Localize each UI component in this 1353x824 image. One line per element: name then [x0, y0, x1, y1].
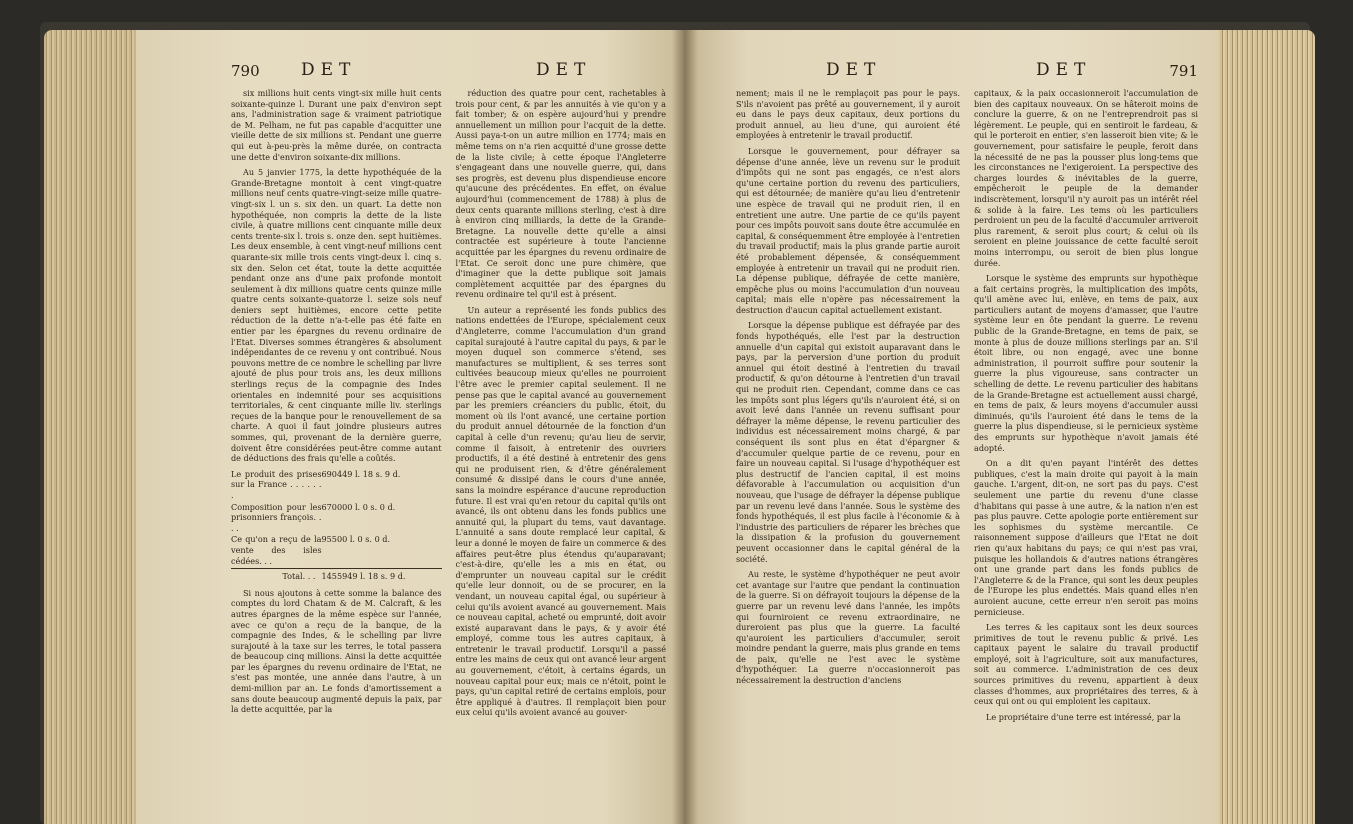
paragraph: Lorsque le gouvernement, pour défrayer sa dépense d'une année, lève un revenu sur le produit d'impôts qui ne sont pas engagés, ce n'est alors qu'une certaine portion du revenu des particuliers, qui est détournée; de manière qu'au lieu d'entretenir une espèce de travail qui ne produit rien, il en entretient une autre. Une partie de ce qu'ils payent pour ces impôts pouvoit sans doute être accumulée en capital, & conséquemment être employée à l'entretien du travail productif; mais la plus grande partie auroit été probablement dépensée, & conséquemment employée à entretenir un travail qui ne produit rien. La dépense publique, défrayée de cette manière, empêche plus ou moins l'accumulation d'un nouveau capital; mais elle n'opère pas nécessairement la destruction d'aucun capital actuellement existant. — [736, 145, 960, 315]
right-page-column-1 — [736, 88, 960, 727]
right-running-head — [736, 60, 1198, 82]
left-running-head — [231, 60, 666, 82]
right-head-word-2: DET — [1036, 60, 1092, 80]
right-page-edges — [1215, 30, 1315, 824]
paragraph: On a dit qu'en payant l'intérêt des dettes publiques, c'est la main droite qui payoit à la main gauche. L'argent, dit-on, ne sort pas du pays. C'est seulement une partie du revenu d'une classe d'habitans qui passe à une autre, & la nation n'en est pas plus pauvre. Cette apologie porte entièrement sur les sophismes du système mercantile. Ce raisonnement suppose d'ailleurs que l'Etat ne doit rien qu'aux habitans du pays; ce qui n'est pas vrai, puisque les hollandois & d'autres nations étrangères ont une grande part dans les fonds publics de l'Angleterre & de la France, qui sont les deux peuples de l'Europe les plus endettés. Mais quand elles n'en auroient aucune, cette erreur n'en seroit pas moins pernicieuse. — [974, 458, 1198, 617]
paragraph: Lorsque la dépense publique est défrayée par des fonds hypothéqués, elle l'est par la destruction annuelle d'un capital qui existoit auparavant dans le pays, par la perversion d'une portion du produit annuel qui étoit destiné à l'entretien du travail productif, & qu'on détourne à l'entretien d'un travail qui ne produit rien. Cependant, comme dans ce cas les impôts sont plus légers qu'ils n'auroient été, si on avoit levé dans l'année un revenu suffisant pour défrayer la même dépense, le revenu particulier des individus est nécessairement moins chargé, & par conséquent ils sont plus en état d'épargner & d'accumuler quelque partie de ce revenu, pour en faire un nouveau capital. Si l'usage d'hypothéquer est plus destructif de l'ancien capital, il est moins défavorable à l'accumulation ou acquisition d'un nouveau, que l'usage de défrayer la dépense publique par un revenu levé dans l'année. Sous le système des fonds hypothéqués, il est plus facile à l'économie & à l'industrie des particuliers de réparer les brèches que la dissipation & la profusion du gouvernement peuvent occasionner dans le capital général de la société. — [736, 320, 960, 564]
left-page — [136, 30, 684, 824]
prize-table — [231, 469, 442, 582]
left-page-column-1 — [231, 88, 442, 723]
left-page-column-2 — [456, 88, 667, 723]
paragraph: Si nous ajoutons à cette somme la balance des comptes du lord Chatam & de M. Calcraft, & les autres épargnes de la même espèce sur l'année, avec ce qu'on a reçu de la banque, de la compagnie des Indes, & le schelling par livre surajouté à la taxe sur les terres, le total passera de beaucoup cinq millions. Ainsi la dette acquittée par les épargnes du revenu ordinaire de l'Etat, ne s'est pas montée, une année dans l'autre, à un demi-million par an. Le fonds d'amortissement a sans doute beaucoup augmenté depuis la paix, par la dette acquittée, par la — [231, 587, 442, 715]
paragraph: nement; mais il ne le remplaçoit pas pour le pays. S'ils n'avoient pas prêté au gouvernement, il y auroit eu dans le pays deux capitaux, deux portions du produit annuel, au lieu d'une, qui auroient été employées à entretenir le travail productif. — [736, 88, 960, 141]
left-head-word-2: DET — [536, 60, 592, 80]
paragraph: six millions huit cents vingt-six mille huit cents soixante-quinze l. Durant une paix d'environ sept ans, l'administration sage & vraiment patriotique de M. Pelham, ne fut pas capable d'acquitter une vieille dette de six millions st. Pendant une guerre qui eut à-peu-près la même durée, on contracta une dette d'environ soixante-dix millions. — [231, 88, 442, 162]
paragraph: Au reste, le système d'hypothéquer ne peut avoir cet avantage sur l'autre que pendant la continuation de la guerre. Si on défrayoit toujours la dépense de la guerre par un revenu levé dans l'année, les impôts qui fourniroient ce revenu extraordinaire, ne dureroient pas plus que la guerre. La faculté qu'auroient les particuliers d'accumuler, seroit moindre pendant la guerre, mais plus grande en tems de paix, qu'elle ne l'est avec le système d'hypothéquer. La guerre n'occasionneroit pas nécessairement la destruction d'anciens — [736, 569, 960, 686]
right-page — [684, 30, 1218, 824]
table-total-row: Total. . . 1455949 l. 18 s. 9 d. — [231, 568, 442, 582]
right-page-number: 791 — [1169, 62, 1198, 80]
paragraph: réduction des quatre pour cent, rachetables à trois pour cent, & par les annuités à vie qu'on y a fait tomber; & on espère aujourd'hui y prendre annuellement un million pour l'acquit de la dette. Aussi paya-t-on un autre million en 1774; mais en même tems on n'a rien acquitté d'une grosse dette de la liste civile; à cette époque l'Angleterre s'engageant dans une nouvelle guerre, qui, dans ses progrès, est devenu plus dispendieuse encore qu'aucune des précédentes. En effet, on évalue aujourd'hui (commencement de 1788) à plus de deux cents quarante millions sterling, c'est à dire à environ cinq milliards, la dette de la Grande-Bretagne. La nouvelle dette qu'elle a ainsi contractée est supérieure à toute l'ancienne acquittée par les épargnes du revenu ordinaire de l'Etat. Ce seroit donc une pure chimère, que d'imaginer que la dette publique soit jamais complètement acquittée par des épargnes du revenu ordinaire tel qu'il est à présent. — [455, 88, 666, 300]
paragraph: capitaux, & la paix occasionneroit l'accumulation de bien des capitaux nouveaux. On se hâteroit moins de conclure la guerre, & on ne l'entreprendroit pas si légèrement. Le peuple, qui en sentiroit le fardeau, & qui le porteroit en entier, s'en lasseroit bien vite; & le gouvernement, pour satisfaire le peuple, feroit dans la nécessité de ne pas la pousser plus long-tems que les circonstances ne l'exigeroient. La perspective des charges lourdes & inévitables de la guerre, empêcheroit le peuple de la demander indiscrètement, lorsqu'il n'y auroit pas un intérêt réel & solide à la faire. Les tems où les particuliers perdroient un peu de la faculté d'accumuler arriveroit plus rarement, & seroit plus court; & celui où ils seroient en pleine jouissance de cette faculté seroit moins interrompu, ou seroit de bien plus longue durée. — [974, 88, 1198, 268]
paragraph: Le propriétaire d'une terre est intéressé, par la — [986, 711, 1181, 722]
book-gutter — [672, 30, 698, 824]
left-page-edges — [44, 30, 139, 824]
right-page-column-2 — [974, 88, 1198, 727]
paragraph: Lorsque le système des emprunts sur hypothèque a fait certains progrès, la multiplication des impôts, qu'il amène avec lui, enlève, en tems de paix, aux particuliers autant de moyens d'amasser, que l'autre système leur en ôte pendant la guerre. Le revenu public de la Grande-Bretagne, en tems de paix, se monte à plus de douze millions sterlings par an. S'il étoit libre, ou non engagé, avec une bonne administration, il pourroit suffire pour soutenir la guerre la plus vigoureuse, sans contracter un schelling de dette. Le revenu particulier des habitans de la Grande-Bretagne est actuellement aussi chargé, en tems de paix, & leurs moyens d'accumuler aussi diminués, qu'ils l'auroient été dans le tems de la guerre la plus dispendieuse, si le pernicieux système des emprunts sur hypothèque n'avoit jamais été adopté. — [974, 273, 1198, 453]
paragraph: Un auteur a représenté les fonds publics des nations endettées de l'Europe, spécialement ceux d'Angleterre, comme l'accumulation d'un grand capital surajouté à l'autre capital du pays, & par le moyen duquel son commerce s'étend, ses manufactures se multiplient, & ses terres sont cultivées beaucoup mieux qu'elles ne pourroient l'être avec le premier capital seulement. Il ne pense pas que le capital avancé au gouvernement par les premiers créanciers du public, étoit, du moment où ils l'ont avancé, une certaine portion du produit annuel détournée de la fonction d'un capital à celle d'un revenu; qu'au lieu de servir, comme il faisoit, à entretenir des ouvriers productifs, il a été destiné à entretenir des gens qui ne produisent rien, & d'être généralement consumé & dissipé dans le cours d'une année, sans la moindre espérance d'aucune reproduction future. Il est vrai qu'en retour du capital qu'ils ont avancé, ils ont obtenu dans les fonds publics une annuité qui, la plupart du tems, vaut davantage. L'annuité a sans doute remplacé leur capital, & leur a donné le moyen de faire un commerce & des affaires peut-être plus étendus qu'auparavant; c'est-à-dire, qu'elle les a mis en état, ou d'emprunter un nouveau capital sur le crédit qu'elle leur donnoit, ou de se procurer, en la vendant, un nouveau capital égal, ou supérieur à celui qu'ils avoient avancé au gouvernement. Mais ce nouveau capital, acheté ou emprunté, doit avoir existé auparavant dans le pays, & y avoir été employé, comme tous les autres capitaux, à entretenir le travail productif. Lorsqu'il a passé entre les mains de ceux qui ont avancé leur argent au gouvernement, c'étoit, à certains égards, un nouveau capital pour eux; mais ce n'étoit, point le pays, qu'un capital retiré de certains emplois, pour être appliqué à d'autres. Il remplaçoit bien pour eux celui qu'ils avoient avancé au gouver- — [455, 304, 666, 718]
paragraph: Les terres & les capitaux sont les deux sources primitives de tout le revenu public & privé. Les capitaux payent le salaire du travail productif employé, soit à l'agriculture, soit aux manufactures, soit au commerce. L'administration de ces deux sources primitives du revenu, appartient à deux classes d'hommes, aux propriétaires des terres, & à ceux qui ont ou qui emploient les capitaux. — [974, 622, 1198, 707]
table-row: Le produit des prises sur la France . . . . . . . 690449 l. 18 s. 9 d. — [231, 468, 401, 500]
left-head-word-1: DET — [301, 60, 357, 80]
left-page-number: 790 — [231, 62, 260, 80]
table-row: Composition pour les prisonniers françois. . . . 670000 l. 0 s. 0 d. — [231, 501, 396, 533]
right-head-word-1: DET — [826, 60, 882, 80]
table-row: Ce qu'on a reçu de la vente des isles cédées. . . 95500 l. 0 s. 0 d. — [231, 534, 391, 566]
paragraph: Au 5 janvier 1775, la dette hypothéquée de la Grande-Bretagne montoit à cent vingt-quatre millions neuf cents quatre-vingt-seize mille quatre-vingt-six l. un s. six den. un quart. La dette non hypothéquée, non compris la dette de la liste civile, à quatre millions cent cinquante mille deux cents trente-six l. trois s. onze den. sept huitièmes. Les deux ensemble, à cent vingt-neuf millions cent quarante-six mille trois cents vingt-deux l. cinq s. six den. Selon cet état, toute la dette acquittée pendant onze ans d'une paix profonde montoit seulement à dix millions quatre cents quinze mille quatre cents soixante-quatorze l. seize sols neuf deniers sept huitièmes, encore cette petite réduction de la dette n'a-t-elle pas été faite en entier par les épargnes du revenu ordinaire de l'Etat. Diverses sommes étrangères & absolument indépendantes de ce revenu y ont contribué. Nous pouvons mettre de ce nombre le schelling par livre ajouté de plus pour trois ans, les deux millions sterlings reçus de la compagnie des Indes orientales en indemnité pour ses acquisitions territoriales, & cent cinquante mille liv. sterlings reçues de la banque pour le renouvellement de sa charte. A quoi il faut joindre plusieurs autres sommes, qui, provenant de la dernière guerre, doivent être considérées peut-être comme autant de déductions des frais qu'elle a coûtés. — [231, 167, 442, 464]
